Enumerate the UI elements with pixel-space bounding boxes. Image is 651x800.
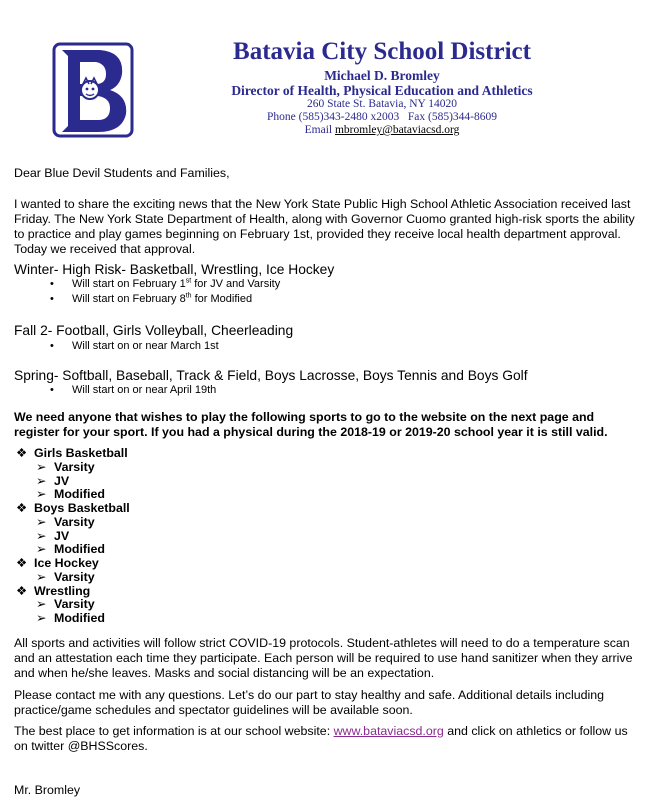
level-label: Varsity: [54, 570, 95, 584]
arrow-bullet-icon: ➢: [36, 542, 47, 556]
winter-bullet-1: [50, 277, 280, 291]
arrow-bullet-icon: ➢: [36, 529, 47, 543]
info-text-post: and click on athletics or follow us on twitter @BHSScores.: [14, 724, 632, 753]
website-link[interactable]: www.bataviacsd.org: [333, 724, 444, 738]
address: 260 State St. Batavia, NY 14020: [306, 98, 458, 110]
sport-label: Wrestling: [34, 584, 91, 598]
winter-bullet-2: [50, 292, 252, 306]
diamond-bullet-icon: ❖: [16, 446, 28, 460]
arrow-bullet-icon: ➢: [36, 474, 47, 488]
sport-label: Girls Basketball: [34, 446, 128, 460]
winter-b2-post: for Modified: [191, 293, 253, 305]
phone-fax: Phone (585)343-2480 x2003 Fax (585)344-8609: [267, 111, 497, 123]
sport-ice-hockey: [16, 557, 99, 571]
winter-b2-sup: th: [185, 292, 192, 300]
winter-b1-text: Will start on February 1: [72, 278, 186, 290]
level-label: Varsity: [54, 515, 95, 529]
level-modified: [36, 543, 105, 557]
fall2-heading: Fall 2- Football, Girls Volleyball, Cheerleading: [14, 323, 294, 338]
info-paragraph: [14, 724, 639, 754]
director-title: Director of Health, Physical Education and Athletics: [231, 83, 533, 98]
arrow-bullet-icon: ➢: [36, 611, 47, 625]
greeting: Dear Blue Devil Students and Families,: [14, 166, 230, 180]
contact-paragraph: Please contact me with any questions. Let’s do our part to stay healthy and safe. Additional details including practice/game schedules and spectator guidelines will be available soon.: [14, 688, 605, 717]
winter-b1-sup: st: [185, 277, 192, 285]
bullet-icon: •: [50, 340, 54, 352]
level-label: Modified: [54, 542, 105, 556]
level-label: Modified: [54, 611, 105, 625]
fall2-b1-text: Will start on or near March 1st: [72, 340, 219, 352]
register-note: We need anyone that wishes to play the following sports to go to the website on the next page and register for your sport. If you had a physical during the 2018-19 or 2019-20 school year it is still valid.: [14, 410, 608, 439]
level-varsity: [36, 598, 95, 612]
email-link[interactable]: mbromley@bataviacsd.org: [334, 124, 460, 136]
bullet-icon: •: [50, 278, 54, 290]
level-varsity: [36, 461, 95, 475]
level-label: Modified: [54, 487, 105, 501]
level-modified: [36, 612, 105, 626]
fall2-bullet-1: [50, 339, 219, 353]
sport-boys-basketball: [16, 502, 130, 516]
diamond-bullet-icon: ❖: [16, 501, 28, 515]
level-label: JV: [54, 529, 70, 543]
bullet-icon: •: [50, 384, 54, 396]
spring-heading: Spring- Softball, Baseball, Track & Field, Boys Lacrosse, Boys Tennis and Boys Golf: [14, 368, 528, 383]
winter-heading: Winter- High Risk- Basketball, Wrestling, Ice Hockey: [14, 262, 335, 277]
sport-label: Ice Hockey: [34, 556, 99, 570]
sport-girls-basketball: [16, 447, 128, 461]
email-label: Email: [304, 124, 335, 136]
district-name: Batavia City School District: [233, 38, 531, 65]
district-logo: [52, 42, 134, 138]
email-line: [196, 124, 568, 137]
intro-paragraph: I wanted to share the exciting news that the New York State Public High School Athletic Association received last Friday. The New York State Department of Health, along with Governor Cuomo granted high-risk sports the ability to practice and play games beginning on February 1st, provided they receive local health department approval. Today we received that approval.: [14, 197, 635, 256]
bullet-icon: •: [50, 293, 54, 305]
winter-b1-post: for JV and Varsity: [191, 278, 281, 290]
sport-label: Boys Basketball: [34, 501, 130, 515]
level-label: Varsity: [54, 597, 95, 611]
arrow-bullet-icon: ➢: [36, 597, 47, 611]
spring-bullet-1: [50, 383, 216, 397]
letterhead: [196, 38, 568, 137]
arrow-bullet-icon: ➢: [36, 487, 47, 501]
level-modified: [36, 488, 105, 502]
signature: Mr. Bromley: [14, 783, 81, 797]
arrow-bullet-icon: ➢: [36, 570, 47, 584]
winter-b2-text: Will start on February 8: [72, 293, 186, 305]
level-label: Varsity: [54, 460, 95, 474]
level-label: JV: [54, 474, 70, 488]
level-varsity: [36, 571, 95, 585]
diamond-bullet-icon: ❖: [16, 556, 28, 570]
info-text-pre: The best place to get information is at our school website:: [14, 724, 334, 738]
spring-b1-text: Will start on or near April 19th: [72, 384, 217, 396]
arrow-bullet-icon: ➢: [36, 460, 47, 474]
level-varsity: [36, 516, 95, 530]
director-name: Michael D. Bromley: [324, 68, 440, 83]
arrow-bullet-icon: ➢: [36, 515, 47, 529]
diamond-bullet-icon: ❖: [16, 584, 28, 598]
covid-paragraph: All sports and activities will follow strict COVID-19 protocols. Student-athletes will need to do a temperature scan and an attestation each time they participate. Each person will be required to use hand sanitizer when they arrive and when he/she leaves. Masks and social distancing will be an expectation.: [14, 636, 633, 680]
